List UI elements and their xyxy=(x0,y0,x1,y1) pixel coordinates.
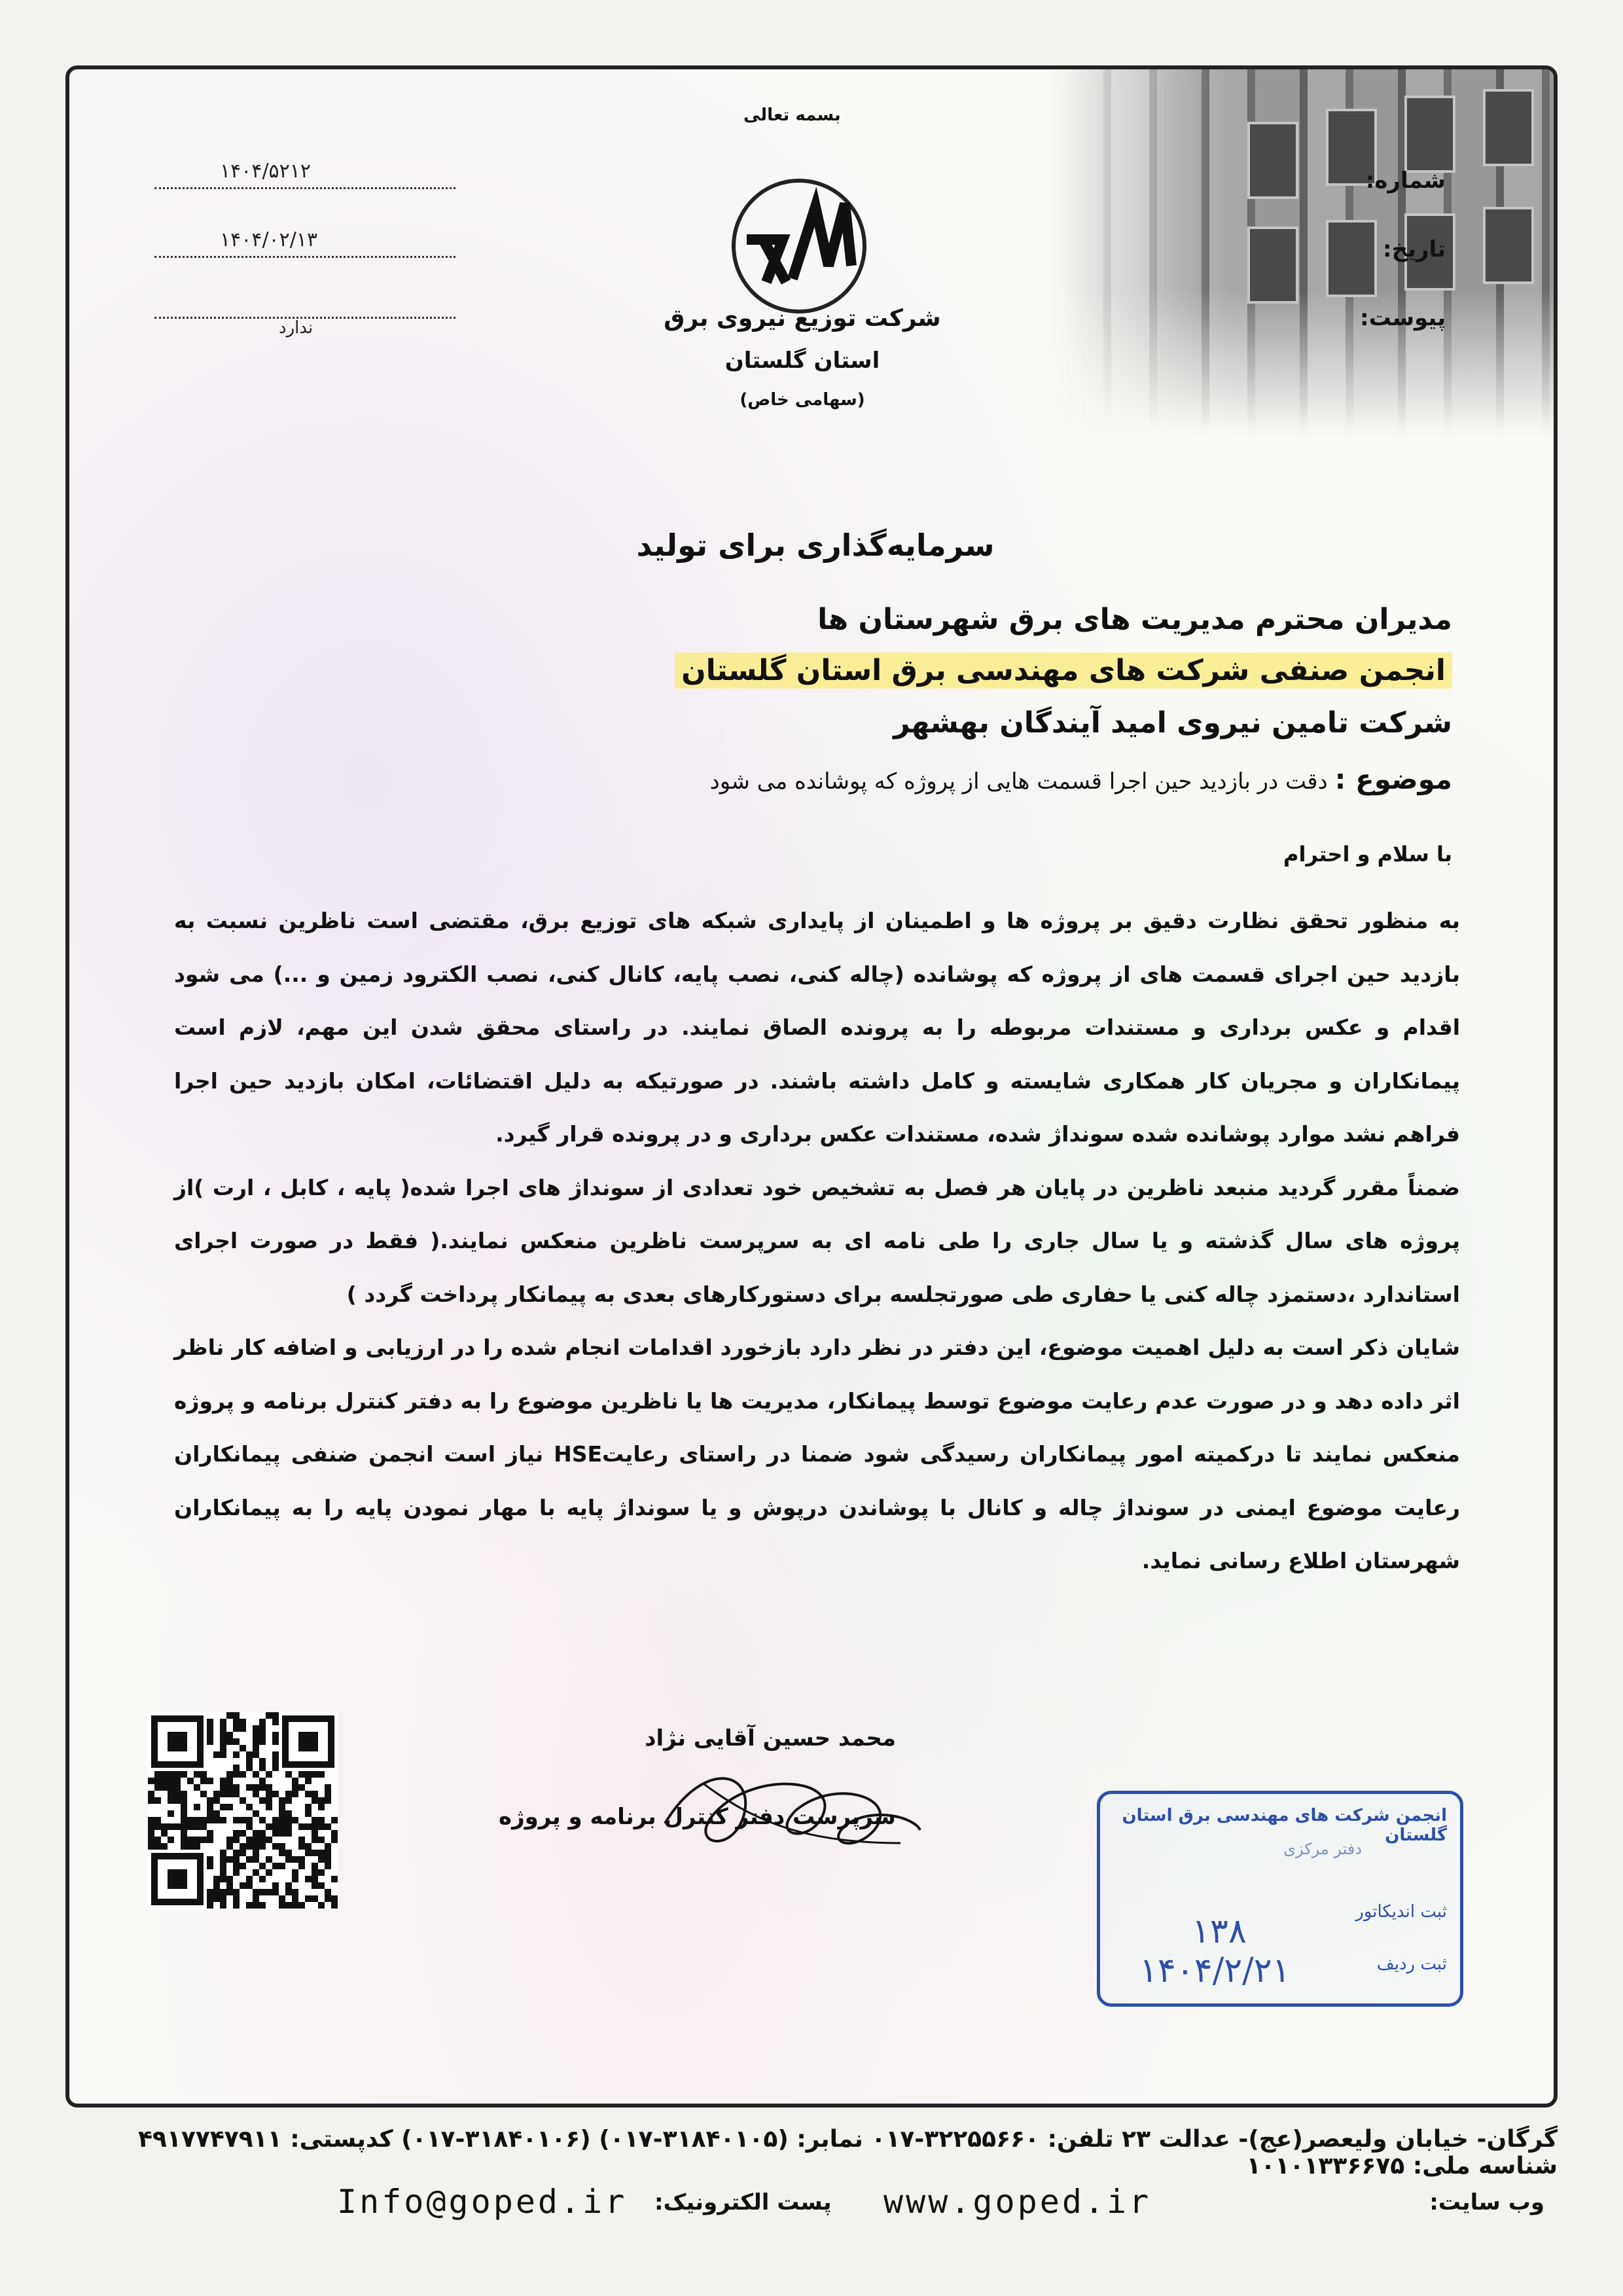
attachment-label: پیوست: xyxy=(1360,305,1446,331)
number-dotline xyxy=(154,187,455,189)
body-paragraph-2: ضمناً مقرر گردید منبعد ناظرین در پایان هر فصل به تشخیص خود تعدادی از سونداژ های اجرا شده( پایه ، کابل ، ارت )از پروژه های سال گذشته و یا سال جاری را طی نامه ای به سرپرست ناظرین منعکس نمایند.( فقط در صورت اجرای استاندارد ،دستمزد چاله کنی یا حفاری طی صورتجلسه برای دستورکارهای بعدی به پیمانکار پرداخت گردد ) xyxy=(174,1174,1460,1307)
body-paragraph-1: به منظور تحقق نظارت دقیق بر پروژه ها و اطمینان از پایداری شبکه های توزیع برق، مقتضی است ناظرین نسبت به بازدید حین اجرای قسمت های از پروژه که پوشانده (چاله کنی، نصب پایه، کانال کنی، نصب الکترود زمین و ...) می شود اقدام و عکس برداری و مستندات مربوطه را به پرونده الصاق نمایند. در راستای محقق شدن این مهم، لازم است پیمانکاران و مجریان کار همکاری شایسته و کامل داشته باشند. در صورتیکه به دلیل اقتضائات، امکان بازدید حین اجرا فراهم نشد موارد پوشانده شده سونداژ شده، مستندات عکس برداری و در پرونده قرار گیرد. xyxy=(174,908,1460,1147)
company-type: (سهامی خاص) xyxy=(740,390,865,410)
company-name: شرکت توزیع نیروی برق xyxy=(664,305,941,332)
email-label: پست الکترونیک: xyxy=(654,2189,832,2215)
website-link[interactable]: www.goped.ir xyxy=(883,2183,1152,2221)
date-dotline xyxy=(154,256,455,258)
date-value: ۱۴۰۴/۰۲/۱۳ xyxy=(220,228,318,251)
footer-address: گرگان- خیابان ولیعصر(عج)- عدالت ۲۳ تلفن: ۳۲۲۵۵۶۶۰-۰۱۷ نمابر: (۳۱۸۴۰۱۰۵-۰۱۷) (۳۱۸۴۰۱۰۶-۰۱۷) کدپستی: ۴۹۱۷۷۴۷۹۱۱ شناسه ملی: ۱۰۱۰۱۳۳۶۶۷۵ xyxy=(137,2126,1558,2179)
stamp-office: دفتر مرکزی xyxy=(1283,1840,1362,1858)
stamp-indicator-label: ثبت اندیکاتور xyxy=(1355,1902,1447,1922)
signatory-name: محمد حسین آقایی نژاد xyxy=(645,1725,896,1751)
stamp-org: انجمن شرکت های مهندسی برق استان گلستان xyxy=(1122,1806,1447,1845)
greeting: با سلام و احترام xyxy=(1283,842,1452,867)
building-photo xyxy=(1051,69,1558,436)
recipient-2 xyxy=(675,654,1452,687)
signature-scribble xyxy=(626,1745,940,1876)
body-paragraph-3: شایان ذکر است به دلیل اهمیت موضوع، این دفتر در نظر دارد بازخورد اقدامات انجام شده را در ارزیابی و اضافه کار ناظر اثر داده دهد و در صورت عدم رعایت موضوع توسط پیمانکار، مدیریت ها یا ناظرین موضوع را به دفتر کنترل برنامه و پروژه منعکس نمایند تا درکمیته امور پیمانکاران رسیدگی شود ضمنا در راستای رعایتHSE نیاز است انجمن ضنفی پیمانکاران رعایت موضوع ایمنی در سونداژ چاله و کانال با پوشاندن درپوش و یا سونداژ پایه با مهار نمودن پایه را به پیمانکاران شهرستان اطلاع رسانی نماید. xyxy=(174,1335,1460,1573)
number-value: ۱۴۰۴/۵۲۱۲ xyxy=(220,160,312,183)
stamp-row-label: ثبت ردیف xyxy=(1376,1954,1447,1974)
company-province: استان گلستان xyxy=(724,348,880,374)
stamp-indicator-value: ۱۳۸ xyxy=(1192,1912,1247,1951)
letter-sheet xyxy=(65,65,1558,2108)
slogan: سرمایه‌گذاری برای تولید xyxy=(636,528,995,563)
subject-label: موضوع : xyxy=(1334,763,1452,795)
stamp-row-value: ۱۴۰۴/۲/۲۱ xyxy=(1139,1951,1291,1990)
date-label: تاریخ: xyxy=(1383,236,1446,262)
signatory-title: سرپرست دفتر کنترل برنامه و پروژه xyxy=(499,1804,896,1830)
recipient-2-text: انجمن صنفی شرکت های مهندسی برق استان گلستان xyxy=(675,653,1452,689)
qr-code-icon xyxy=(148,1712,338,1909)
recipient-1: مدیران محترم مدیریت های برق شهرستان ها xyxy=(817,603,1452,636)
basmala: بسمه تعالی xyxy=(743,105,841,125)
registration-stamp xyxy=(1097,1791,1463,2007)
letter-body xyxy=(174,894,1460,1588)
website-label: وب سایت: xyxy=(1429,2189,1544,2215)
attachment-value: ندارد xyxy=(279,318,313,338)
number-label: شماره: xyxy=(1365,168,1446,194)
subject-line xyxy=(710,763,1452,795)
recipient-3: شرکت تامین نیروی امید آیندگان بهشهر xyxy=(893,706,1452,740)
subject-text: دقت در بازدید حین اجرا قسمت هایی از پروژه که پوشانده می شود xyxy=(709,768,1328,795)
email-link[interactable]: Info@goped.ir xyxy=(337,2183,628,2221)
company-logo-icon xyxy=(721,168,878,325)
